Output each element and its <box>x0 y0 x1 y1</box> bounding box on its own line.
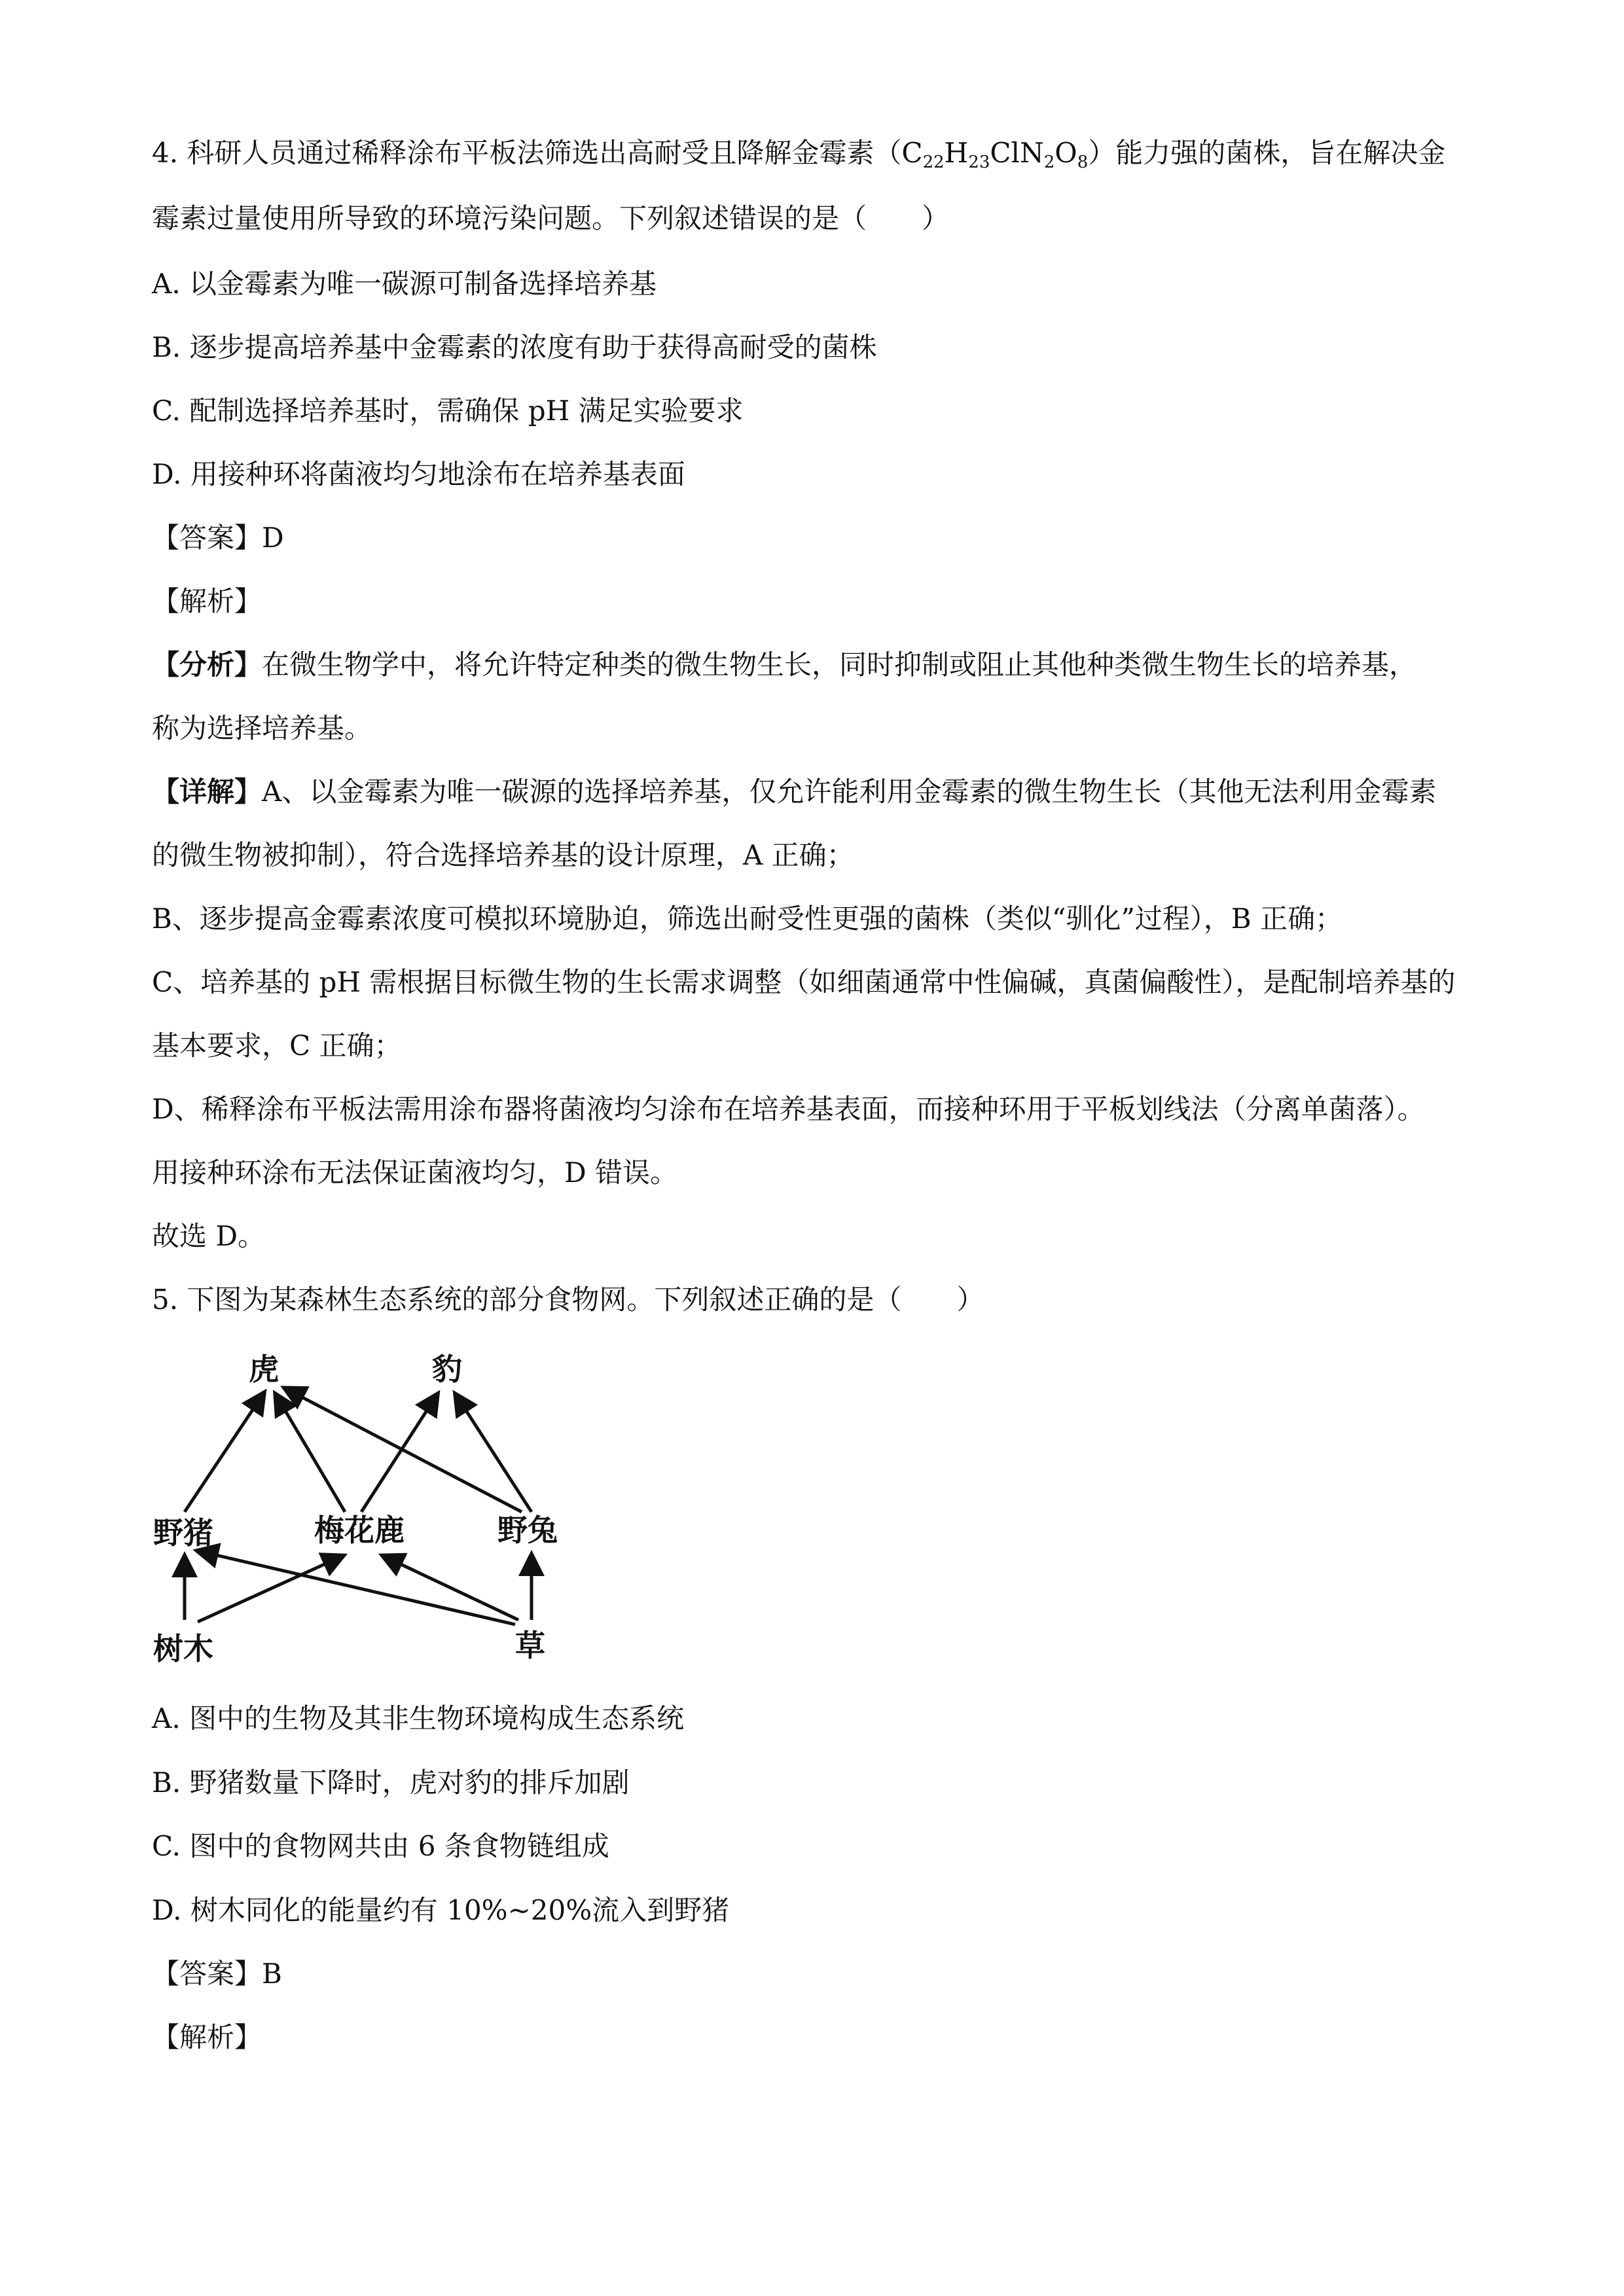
q5-option-a: A. 图中的生物及其非生物环境构成生态系统 <box>152 1702 685 1734</box>
arrow-rabbit-to-tiger <box>286 1389 522 1512</box>
food-web-svg <box>152 1348 597 1676</box>
q4-xiangjie-d2: 用接种环涂布无法保证菌液均匀，D 错误。 <box>152 1157 678 1189</box>
formula-subscript: 2 <box>1043 152 1055 172</box>
formula-element: O <box>1055 137 1077 169</box>
formula-element: ClN <box>990 137 1044 169</box>
q4-xiangjie-a2: 的微生物被抑制），符合选择培养基的设计原理，A 正确； <box>152 839 854 871</box>
arrow-boar-to-tiger <box>185 1394 263 1512</box>
q4-xiangjie-c2: 基本要求，C 正确； <box>152 1030 402 1062</box>
q4-stem-text: 4. 科研人员通过稀释涂布平板法筛选出高耐受且降解金霉素（C <box>152 137 923 169</box>
xiangjie-text: A、以金霉素为唯一碳源的选择培养基，仅允许能利用金霉素的微生物生长（其他无法利用金霉素 <box>262 776 1437 808</box>
q4-stem-line1 <box>152 135 1445 171</box>
fenxi-text: 在微生物学中，将允许特定种类的微生物生长，同时抑制或阻止其他种类微生物生长的培养基， <box>262 649 1417 681</box>
q4-answer: 【答案】D <box>152 522 284 554</box>
q4-xiangjie-a1 <box>152 774 1436 810</box>
q5-answer: 【答案】B <box>152 1958 282 1990</box>
q4-xiangjie-b1: B、逐步提高金霉素浓度可模拟环境胁迫，筛选出耐受性更强的菌株（类似“驯化”过程），B 正确； <box>152 903 1343 935</box>
q4-option-c: C. 配制选择培养基时，需确保 pH 满足实验要求 <box>152 395 744 427</box>
q4-fenxi-line1 <box>152 647 1416 683</box>
formula-element: H <box>944 137 969 169</box>
node-grass: 草 <box>515 1628 545 1663</box>
q4-analysis-label: 【解析】 <box>152 585 262 617</box>
q4-xiangjie-d1: D、稀释涂布平板法需用涂布器将菌液均匀涂布在培养基表面，而接种环用于平板划线法（分离单菌落）。 <box>152 1093 1425 1125</box>
q5-option-d: D. 树木同化的能量约有 10%~20%流入到野猪 <box>152 1894 730 1926</box>
arrow-rabbit-to-leopard <box>456 1395 532 1512</box>
q4-fenxi-line2: 称为选择培养基。 <box>152 712 372 744</box>
arrow-grass-to-boar <box>199 1551 515 1624</box>
q5-stem: 5. 下图为某森林生态系统的部分食物网。下列叙述正确的是（ ） <box>152 1283 984 1316</box>
q4-option-a: A. 以金霉素为唯一碳源可制备选择培养基 <box>152 268 657 300</box>
q5-option-b: B. 野猪数量下降时，虎对豹的排斥加剧 <box>152 1767 630 1799</box>
food-web-diagram <box>152 1348 597 1676</box>
q4-option-b: B. 逐步提高培养基中金霉素的浓度有助于获得高耐受的菌株 <box>152 331 877 363</box>
q4-xiangjie-c1: C、培养基的 pH 需根据目标微生物的生长需求调整（如细菌通常中性偏碱，真菌偏酸性），是配制培养基的 <box>152 966 1456 998</box>
arrow-deer-to-leopard <box>361 1395 437 1512</box>
q4-stem-line2: 霉素过量使用所导致的环境污染问题。下列叙述错误的是（ ） <box>152 202 950 234</box>
node-tree: 树木 <box>153 1631 213 1666</box>
formula-subscript: 8 <box>1077 152 1089 172</box>
xiangjie-label: 【详解】 <box>152 776 262 808</box>
formula-subscript: 23 <box>968 152 990 172</box>
node-boar: 野猪 <box>153 1515 213 1551</box>
q5-analysis-label: 【解析】 <box>152 2021 262 2053</box>
q4-option-d: D. 用接种环将菌液均匀地涂布在培养基表面 <box>152 458 685 490</box>
node-rabbit: 野兔 <box>497 1513 558 1548</box>
fenxi-label: 【分析】 <box>152 649 262 681</box>
q4-conclusion: 故选 D。 <box>152 1220 266 1252</box>
node-deer: 梅花鹿 <box>314 1513 405 1548</box>
formula-subscript: 22 <box>922 152 945 172</box>
q5-option-c: C. 图中的食物网共由 6 条食物链组成 <box>152 1830 609 1862</box>
q4-stem-text: ）能力强的菌株，旨在解决金 <box>1088 137 1446 169</box>
node-tiger: 虎 <box>249 1352 279 1387</box>
node-leopard: 豹 <box>432 1352 462 1387</box>
